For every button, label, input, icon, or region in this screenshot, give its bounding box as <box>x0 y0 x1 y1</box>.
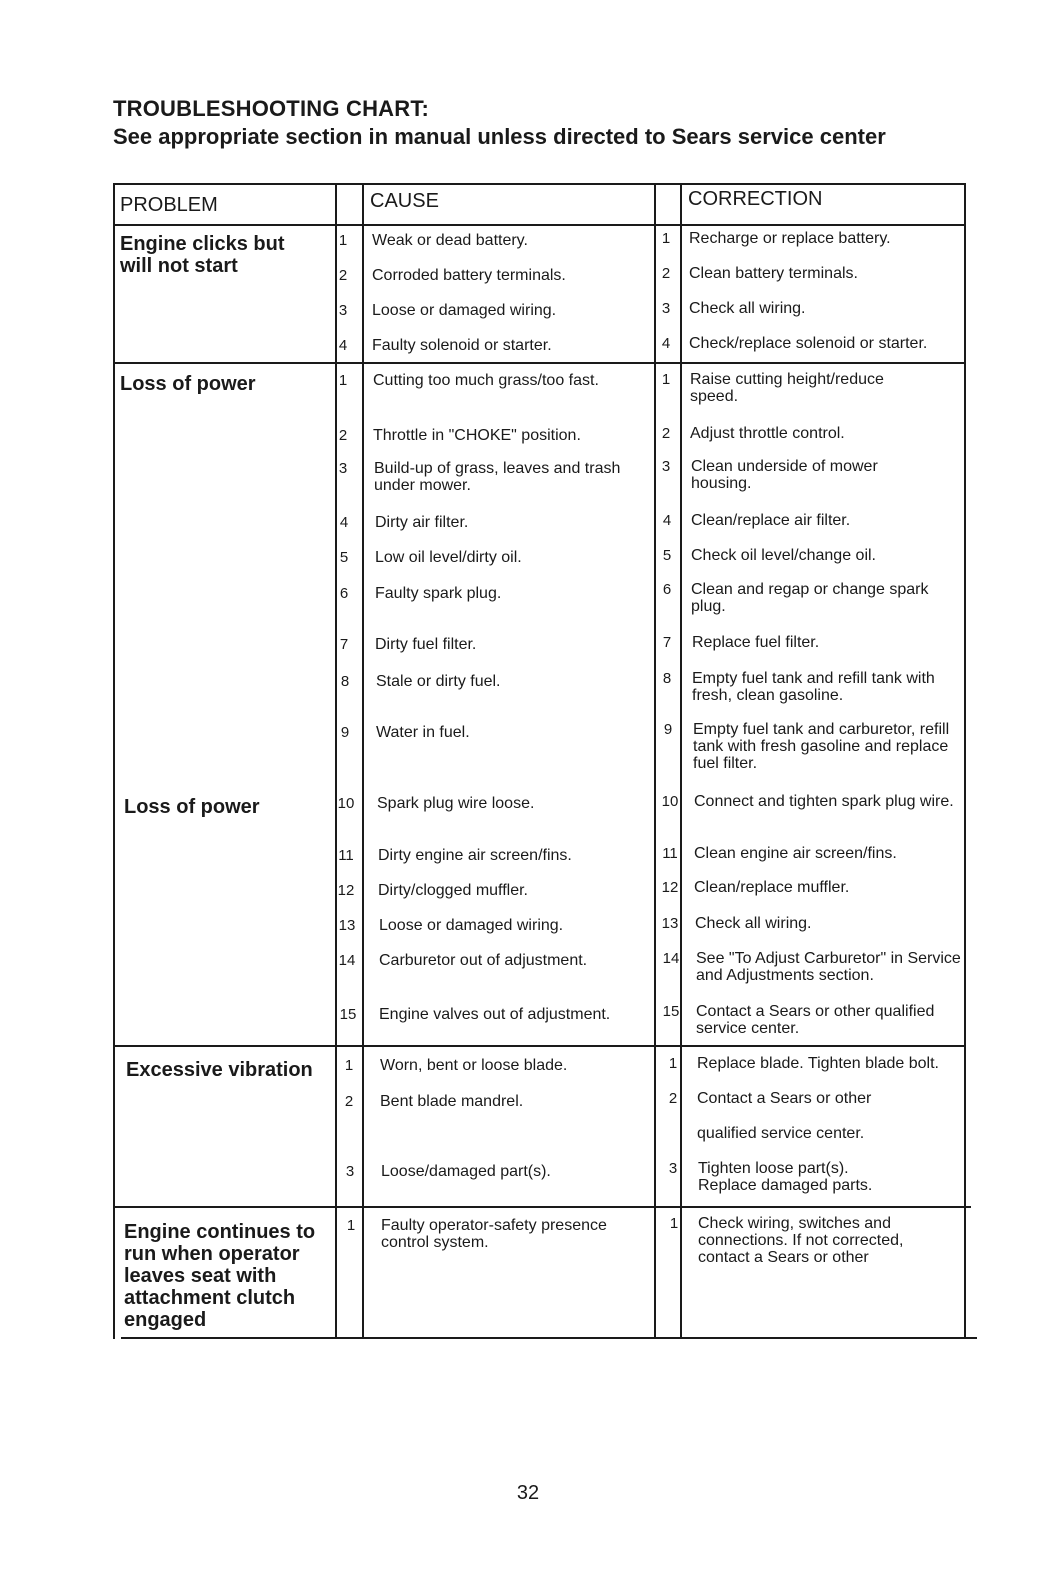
cause-text: Low oil level/dirty oil. <box>375 549 522 566</box>
cause-number: 7 <box>339 636 349 653</box>
correction-text: Recharge or replace battery. <box>689 230 891 247</box>
cause-text: Faulty solenoid or starter. <box>372 337 552 354</box>
table-left-border <box>113 183 115 1339</box>
cause-number-divider <box>362 183 364 1339</box>
problem-excessive-vibration: Excessive vibration <box>126 1059 313 1081</box>
correction-text: Contact a Sears or other <box>697 1090 872 1107</box>
cause-text: Cutting too much grass/too fast. <box>373 372 599 389</box>
correction-number: 8 <box>662 670 672 687</box>
problem-engine-clicks: Engine clicks but will not start <box>120 233 285 277</box>
correction-number: 3 <box>661 458 671 475</box>
correction-number: 14 <box>662 950 680 967</box>
problem-loss-of-power-2: Loss of power <box>124 796 260 818</box>
problem-loss-of-power-1: Loss of power <box>120 373 256 395</box>
cause-number: 3 <box>345 1163 355 1180</box>
correction-number: 4 <box>661 335 671 352</box>
cause-number: 4 <box>339 514 349 531</box>
correction-number: 12 <box>661 879 679 896</box>
correction-number: 1 <box>661 230 671 247</box>
correction-text: Connect and tighten spark plug wire. <box>694 793 954 810</box>
group-divider-3 <box>113 1206 971 1208</box>
correction-number: 6 <box>662 581 672 598</box>
correction-number: 11 <box>662 845 678 862</box>
cause-number: 3 <box>338 302 348 319</box>
table-bottom-border <box>121 1337 977 1339</box>
cause-number: 1 <box>338 232 348 249</box>
correction-number: 1 <box>661 371 671 388</box>
cause-text: Bent blade mandrel. <box>380 1093 524 1110</box>
cause-number: 13 <box>338 917 356 934</box>
table-top-border <box>113 183 965 185</box>
cause-text: Carburetor out of adjustment. <box>379 952 588 969</box>
correction-text: Clean battery terminals. <box>689 265 858 282</box>
header-problem: PROBLEM <box>120 194 218 216</box>
page-number: 32 <box>516 1482 540 1504</box>
cause-text: Loose or damaged wiring. <box>379 917 564 934</box>
correction-text: Clean/replace air filter. <box>691 512 851 529</box>
correction-number: 7 <box>662 634 672 651</box>
cause-text: Throttle in "CHOKE" position. <box>373 427 581 444</box>
problem-column-divider <box>335 183 337 1339</box>
problem-engine-continues: Engine continues to run when operator leaves seat with attachment clutch engaged <box>124 1221 316 1331</box>
chart-subtitle: See appropriate section in manual unless directed to Sears service center <box>113 124 886 149</box>
correction-number: 3 <box>668 1160 678 1177</box>
cause-text: Dirty air filter. <box>375 514 469 531</box>
correction-number: 15 <box>662 1003 680 1020</box>
cause-text: Dirty fuel filter. <box>375 636 477 653</box>
correction-text: Raise cutting height/reduce speed. <box>690 371 884 405</box>
cause-text: Corroded battery terminals. <box>372 267 566 284</box>
correction-text: Empty fuel tank and carburetor, refill tank with fresh gasoline and replace fuel filter. <box>693 721 950 772</box>
correction-number: 4 <box>662 512 672 529</box>
cause-number: 14 <box>338 952 356 969</box>
cause-text: Engine valves out of adjustment. <box>379 1006 611 1023</box>
cause-text: Water in fuel. <box>376 724 470 741</box>
cause-text: Faulty operator-safety presence control system. <box>381 1217 607 1251</box>
cause-number: 9 <box>340 724 350 741</box>
correction-number: 3 <box>661 300 671 317</box>
correction-text: Replace fuel filter. <box>692 634 820 651</box>
correction-text: Contact a Sears or other qualified service center. <box>696 1003 935 1037</box>
cause-number: 2 <box>344 1093 354 1110</box>
cause-number: 1 <box>344 1057 354 1074</box>
cause-number: 1 <box>346 1217 356 1234</box>
correction-number: 9 <box>663 721 673 738</box>
cause-number: 8 <box>340 673 350 690</box>
cause-text: Worn, bent or loose blade. <box>380 1057 568 1074</box>
cause-text: Weak or dead battery. <box>372 232 528 249</box>
correction-text: Empty fuel tank and refill tank with fresh, clean gasoline. <box>692 670 935 704</box>
correction-text: Check oil level/change oil. <box>691 547 876 564</box>
correction-number: 13 <box>661 915 679 932</box>
cause-text: Dirty engine air screen/fins. <box>378 847 572 864</box>
correction-text: Check/replace solenoid or starter. <box>689 335 928 352</box>
correction-text: Replace blade. Tighten blade bolt. <box>697 1055 939 1072</box>
correction-text: See "To Adjust Carburetor" in Service and Adjustments section. <box>696 950 961 984</box>
cause-number: 6 <box>339 585 349 602</box>
cause-number: 5 <box>339 549 349 566</box>
correction-number: 2 <box>668 1090 678 1107</box>
header-cause: CAUSE <box>370 190 439 212</box>
cause-number: 4 <box>338 337 348 354</box>
correction-text: qualified service center. <box>697 1125 865 1142</box>
correction-number: 5 <box>662 547 672 564</box>
cause-number: 2 <box>338 427 348 444</box>
correction-text: Clean underside of mower housing. <box>691 458 878 492</box>
cause-number: 11 <box>338 847 354 864</box>
correction-text: Adjust throttle control. <box>690 425 845 442</box>
header-divider <box>113 224 965 226</box>
cause-text: Faulty spark plug. <box>375 585 502 602</box>
correction-text: Clean and regap or change spark plug. <box>691 581 929 615</box>
correction-number: 2 <box>661 265 671 282</box>
correction-text: Tighten loose part(s). Replace damaged parts. <box>698 1160 873 1194</box>
correction-text: Check all wiring. <box>695 915 812 932</box>
header-correction: CORRECTION <box>688 188 823 210</box>
correction-number: 10 <box>661 793 679 810</box>
table-right-border <box>964 183 966 1339</box>
correction-text: Clean engine air screen/fins. <box>694 845 897 862</box>
cause-number: 2 <box>338 267 348 284</box>
cause-number: 10 <box>337 795 355 812</box>
correction-number: 2 <box>661 425 671 442</box>
cause-number: 12 <box>337 882 355 899</box>
group-divider-2 <box>113 1045 965 1047</box>
correction-text: Check wiring, switches and connections. If not corrected, contact a Sears or other <box>698 1215 904 1266</box>
cause-text: Build-up of grass, leaves and trash under mower. <box>374 460 621 494</box>
correction-text: Check all wiring. <box>689 300 806 317</box>
correction-number: 1 <box>669 1215 679 1232</box>
cause-text: Spark plug wire loose. <box>377 795 535 812</box>
cause-column-divider <box>654 183 656 1339</box>
cause-text: Loose/damaged part(s). <box>381 1163 551 1180</box>
cause-text: Dirty/clogged muffler. <box>378 882 528 899</box>
cause-text: Stale or dirty fuel. <box>376 673 501 690</box>
cause-number: 1 <box>338 372 348 389</box>
cause-number: 15 <box>339 1006 357 1023</box>
cause-text: Loose or damaged wiring. <box>372 302 557 319</box>
chart-title: TROUBLESHOOTING CHART: <box>113 96 430 121</box>
correction-number: 1 <box>668 1055 678 1072</box>
group-divider-1 <box>113 362 965 364</box>
cause-number: 3 <box>338 460 348 477</box>
correction-text: Clean/replace muffler. <box>694 879 850 896</box>
